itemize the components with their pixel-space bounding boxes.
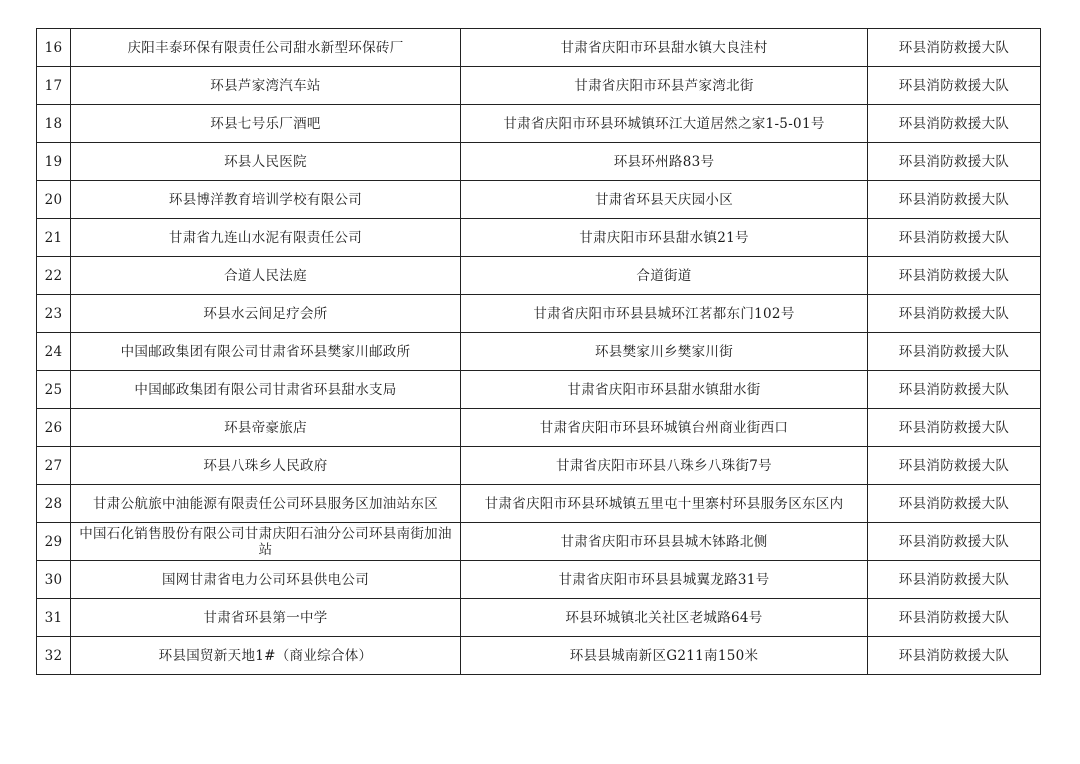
- units-table: [36, 28, 1041, 675]
- unit-name: 庆阳丰泰环保有限责任公司甜水新型环保砖厂: [71, 29, 461, 67]
- row-number: 31: [37, 599, 71, 637]
- responsible-unit: 环县消防救援大队: [868, 105, 1041, 143]
- table-row: [37, 523, 1041, 561]
- table-row: [37, 637, 1041, 675]
- unit-name: 中国石化销售股份有限公司甘肃庆阳石油分公司环县南街加油站: [71, 523, 461, 561]
- unit-address: 甘肃省庆阳市环县环城镇台州商业街西口: [461, 409, 868, 447]
- unit-name: 环县国贸新天地1#（商业综合体）: [71, 637, 461, 675]
- responsible-unit: 环县消防救援大队: [868, 143, 1041, 181]
- responsible-unit: 环县消防救援大队: [868, 181, 1041, 219]
- responsible-unit: 环县消防救援大队: [868, 561, 1041, 599]
- row-number: 17: [37, 67, 71, 105]
- table-row: [37, 295, 1041, 333]
- unit-name: 中国邮政集团有限公司甘肃省环县樊家川邮政所: [71, 333, 461, 371]
- row-number: 30: [37, 561, 71, 599]
- unit-address: 环县县城南新区G211南150米: [461, 637, 868, 675]
- unit-name: 甘肃公航旅中油能源有限责任公司环县服务区加油站东区: [71, 485, 461, 523]
- table-row: [37, 257, 1041, 295]
- responsible-unit: 环县消防救援大队: [868, 599, 1041, 637]
- units-table-container: [36, 28, 1040, 675]
- table-row: [37, 181, 1041, 219]
- unit-address: 甘肃省庆阳市环县环城镇环江大道居然之家1-5-01号: [461, 105, 868, 143]
- row-number: 32: [37, 637, 71, 675]
- unit-address: 甘肃省庆阳市环县县城木钵路北侧: [461, 523, 868, 561]
- unit-address: 环县环州路83号: [461, 143, 868, 181]
- row-number: 22: [37, 257, 71, 295]
- row-number: 20: [37, 181, 71, 219]
- table-row: [37, 599, 1041, 637]
- table-row: [37, 143, 1041, 181]
- unit-address: 甘肃省环县天庆园小区: [461, 181, 868, 219]
- unit-name: 甘肃省九连山水泥有限责任公司: [71, 219, 461, 257]
- row-number: 23: [37, 295, 71, 333]
- responsible-unit: 环县消防救援大队: [868, 333, 1041, 371]
- row-number: 26: [37, 409, 71, 447]
- unit-name: 环县帝豪旅店: [71, 409, 461, 447]
- unit-name: 甘肃省环县第一中学: [71, 599, 461, 637]
- unit-name: 环县人民医院: [71, 143, 461, 181]
- responsible-unit: 环县消防救援大队: [868, 67, 1041, 105]
- unit-name: 国网甘肃省电力公司环县供电公司: [71, 561, 461, 599]
- unit-address: 环县环城镇北关社区老城路64号: [461, 599, 868, 637]
- table-row: [37, 485, 1041, 523]
- responsible-unit: 环县消防救援大队: [868, 29, 1041, 67]
- unit-address: 甘肃省庆阳市环县甜水镇甜水街: [461, 371, 868, 409]
- row-number: 19: [37, 143, 71, 181]
- table-row: [37, 447, 1041, 485]
- table-row: [37, 105, 1041, 143]
- unit-address: 甘肃庆阳市环县甜水镇21号: [461, 219, 868, 257]
- unit-name: 环县七号乐厂酒吧: [71, 105, 461, 143]
- row-number: 28: [37, 485, 71, 523]
- responsible-unit: 环县消防救援大队: [868, 371, 1041, 409]
- table-row: [37, 67, 1041, 105]
- unit-name: 合道人民法庭: [71, 257, 461, 295]
- responsible-unit: 环县消防救援大队: [868, 485, 1041, 523]
- row-number: 16: [37, 29, 71, 67]
- unit-name: 环县八珠乡人民政府: [71, 447, 461, 485]
- table-row: [37, 561, 1041, 599]
- table-row: [37, 219, 1041, 257]
- unit-address: 甘肃省庆阳市环县甜水镇大良洼村: [461, 29, 868, 67]
- unit-address: 甘肃省庆阳市环县县城环江茗都东门102号: [461, 295, 868, 333]
- row-number: 27: [37, 447, 71, 485]
- table-row: [37, 29, 1041, 67]
- unit-name: 环县博洋教育培训学校有限公司: [71, 181, 461, 219]
- unit-address: 甘肃省庆阳市环县八珠乡八珠街7号: [461, 447, 868, 485]
- unit-address: 甘肃省庆阳市环县芦家湾北街: [461, 67, 868, 105]
- row-number: 24: [37, 333, 71, 371]
- responsible-unit: 环县消防救援大队: [868, 219, 1041, 257]
- responsible-unit: 环县消防救援大队: [868, 447, 1041, 485]
- unit-name: 中国邮政集团有限公司甘肃省环县甜水支局: [71, 371, 461, 409]
- unit-address: 合道街道: [461, 257, 868, 295]
- unit-name: 环县水云间足疗会所: [71, 295, 461, 333]
- row-number: 21: [37, 219, 71, 257]
- row-number: 18: [37, 105, 71, 143]
- table-row: [37, 371, 1041, 409]
- table-row: [37, 409, 1041, 447]
- row-number: 25: [37, 371, 71, 409]
- unit-address: 甘肃省庆阳市环县县城翼龙路31号: [461, 561, 868, 599]
- row-number: 29: [37, 523, 71, 561]
- unit-name: 环县芦家湾汽车站: [71, 67, 461, 105]
- unit-address: 环县樊家川乡樊家川街: [461, 333, 868, 371]
- responsible-unit: 环县消防救援大队: [868, 257, 1041, 295]
- responsible-unit: 环县消防救援大队: [868, 637, 1041, 675]
- table-row: [37, 333, 1041, 371]
- responsible-unit: 环县消防救援大队: [868, 409, 1041, 447]
- responsible-unit: 环县消防救援大队: [868, 295, 1041, 333]
- responsible-unit: 环县消防救援大队: [868, 523, 1041, 561]
- unit-address: 甘肃省庆阳市环县环城镇五里屯十里寨村环县服务区东区内: [461, 485, 868, 523]
